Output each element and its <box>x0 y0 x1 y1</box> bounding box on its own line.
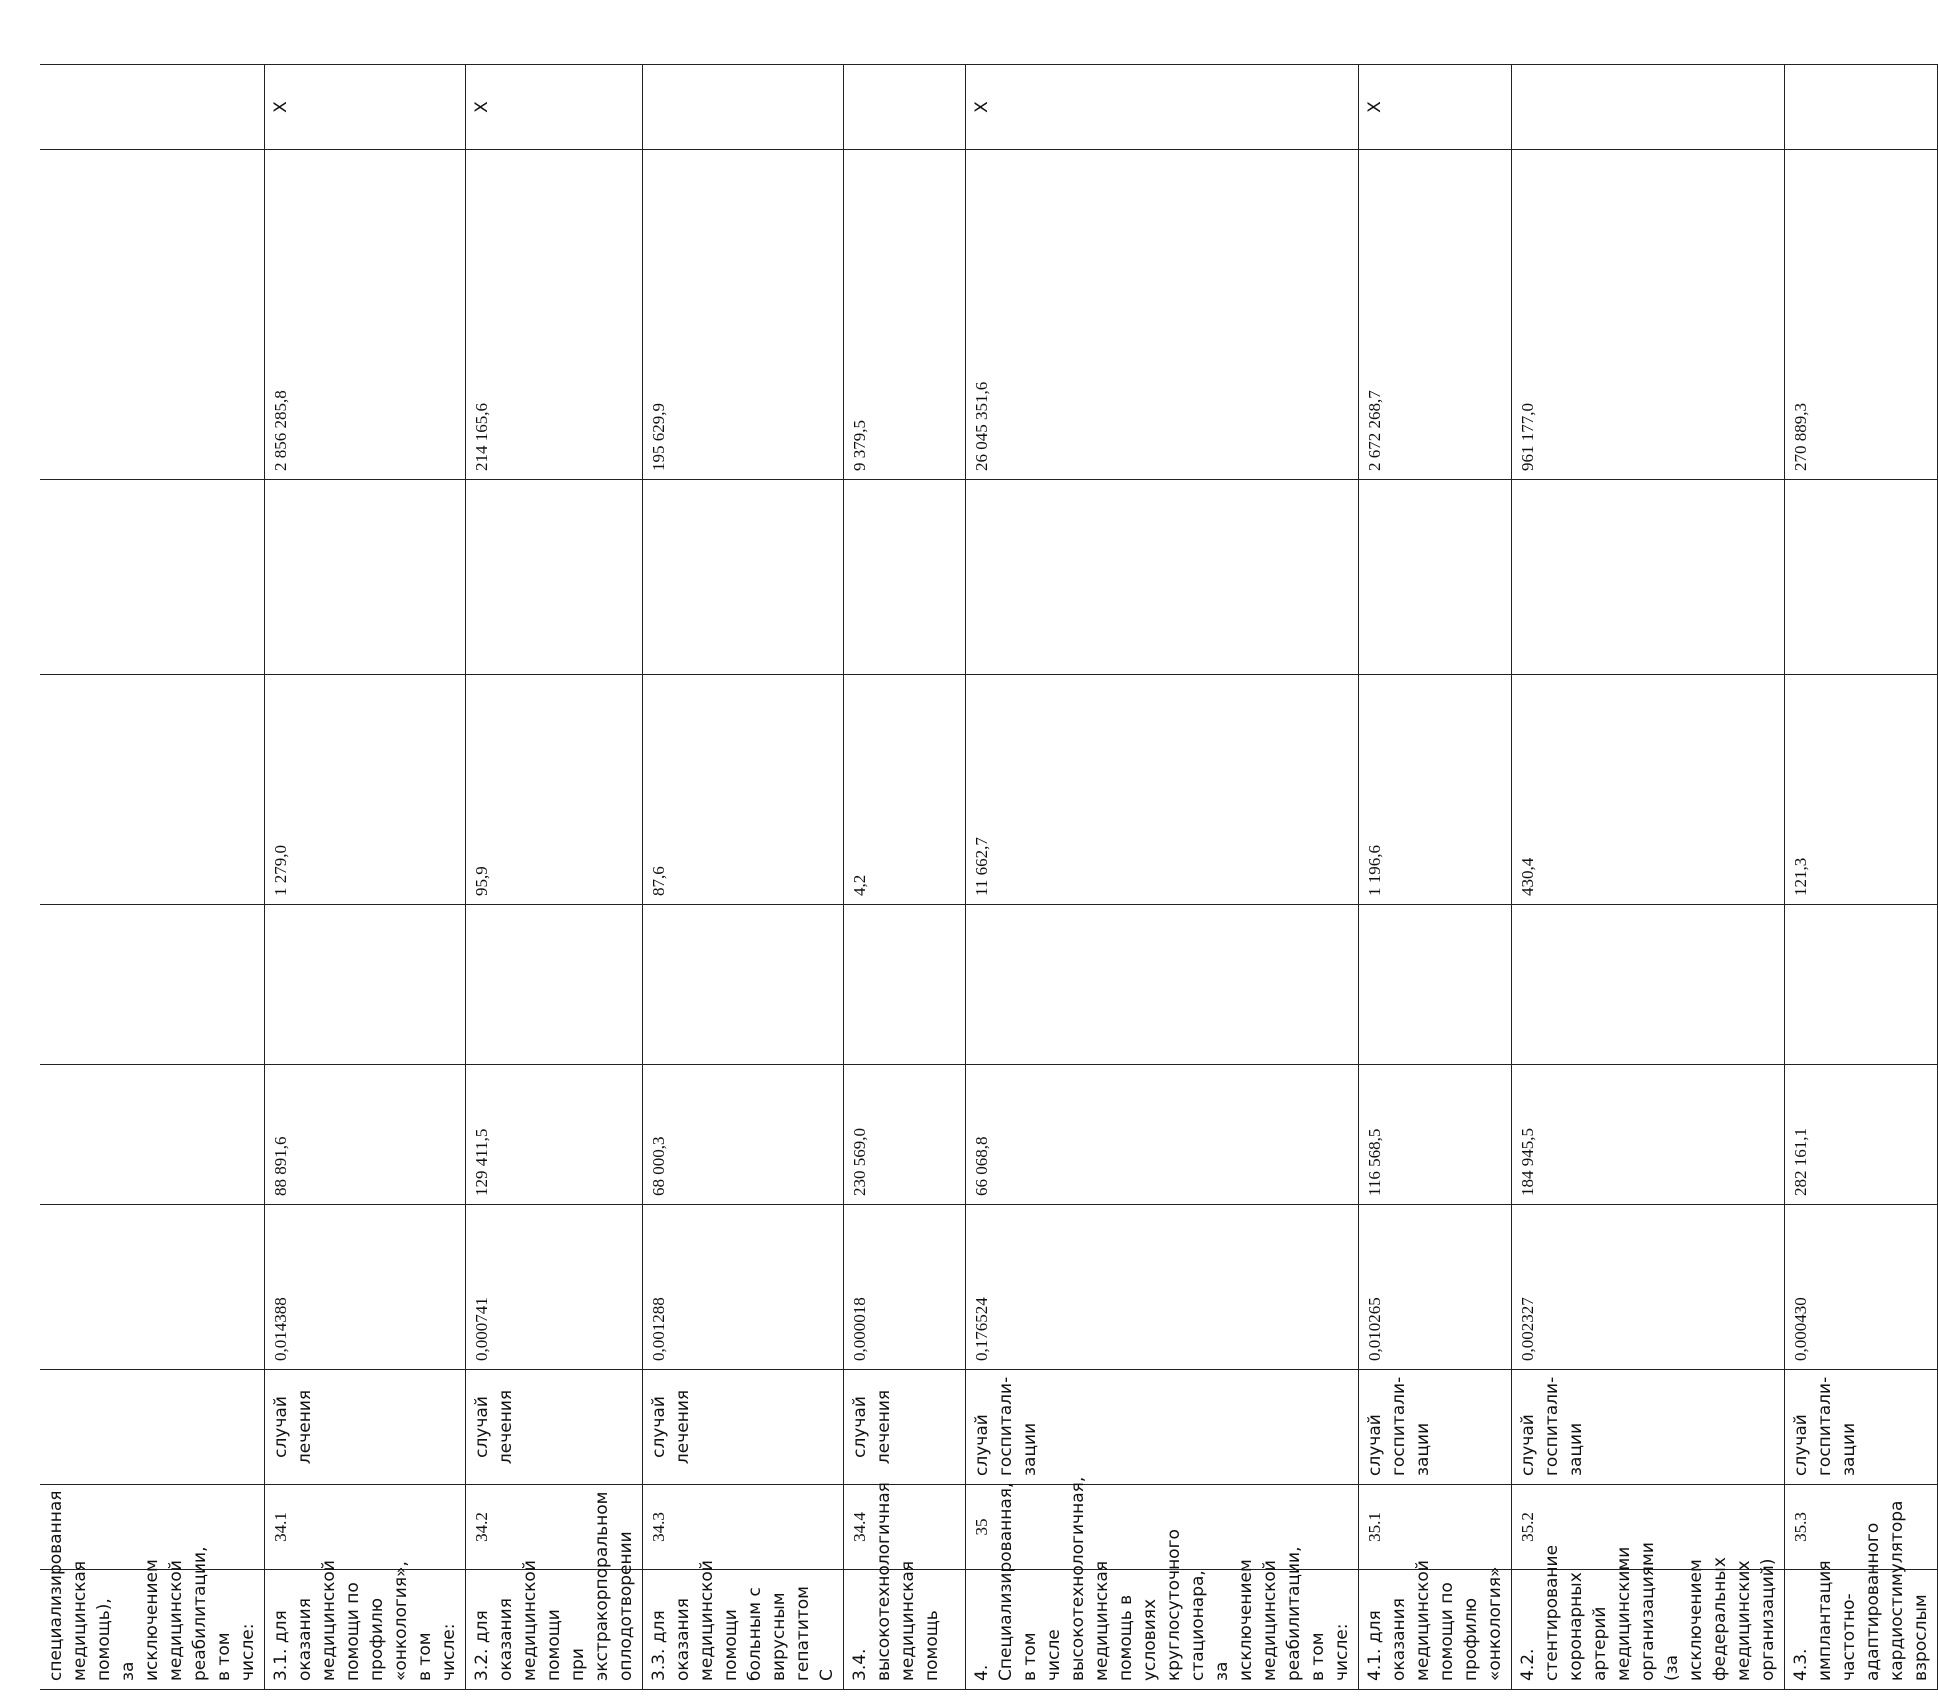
empty-cell <box>966 480 1359 675</box>
unit-cost-cell: 230 569,0 <box>844 1065 966 1205</box>
empty-cell <box>643 480 844 675</box>
x-mark-cell <box>844 65 966 150</box>
volume-norm-cell: 0,000430 <box>1785 1205 1938 1370</box>
volume-norm-cell: 0,001288 <box>643 1205 844 1370</box>
x-mark-cell <box>643 65 844 150</box>
service-name-cell: 4.3. имплантация частотно-адаптированного кардиостимулятора взрослым <box>1785 1570 1938 1690</box>
rotated-page <box>40 65 1931 1690</box>
x-mark-cell: Х <box>966 65 1359 150</box>
service-name-cell: 3.4. высокотехнологичная медицинская помощь <box>844 1570 966 1690</box>
unit-cost-cell: 184 945,5 <box>1512 1065 1785 1205</box>
unit-cost-cell: 68 000,3 <box>643 1065 844 1205</box>
total-cost-cell: 961 177,0 <box>1512 150 1785 480</box>
empty-cell <box>1512 905 1785 1065</box>
x-mark-cell: Х <box>466 65 643 150</box>
empty-cell <box>466 905 643 1065</box>
table-row <box>265 65 466 1690</box>
empty-cell <box>844 905 966 1065</box>
empty-cell <box>844 480 966 675</box>
table-row <box>1785 65 1938 1690</box>
row-number-cell: 34.4 <box>844 1485 966 1570</box>
row-number-cell: 35 <box>966 1485 1359 1570</box>
row-number-cell: 35.2 <box>1512 1485 1785 1570</box>
unit-cost-cell: 66 068,8 <box>966 1065 1359 1205</box>
service-name-cell: специализированная медицинская помощь), за исключением медицинской реабилитации, в том числе: <box>40 1570 265 1690</box>
empty-cell <box>1359 905 1512 1065</box>
empty-cell <box>40 905 265 1065</box>
empty-cell <box>265 480 466 675</box>
service-name-cell: 4. Специализированная, в том числе высокотехнологичная, медицинская помощь в условиях круглосуточного стационара, за исключением медицинской реабилитации, в том числе: <box>966 1570 1359 1690</box>
total-cost-cell: 26 045 351,6 <box>966 150 1359 480</box>
unit-cell: случай лечения <box>265 1370 466 1485</box>
row-number-cell <box>40 1485 265 1570</box>
volume-norm-cell <box>40 1205 265 1370</box>
row-number-cell: 34.2 <box>466 1485 643 1570</box>
total-cost-cell <box>40 150 265 480</box>
empty-cell <box>1512 480 1785 675</box>
row-number-cell: 35.1 <box>1359 1485 1512 1570</box>
total-cost-cell: 195 629,9 <box>643 150 844 480</box>
table-row <box>643 65 844 1690</box>
per-capita-cell: 87,6 <box>643 675 844 905</box>
per-capita-cell <box>40 675 265 905</box>
per-capita-cell: 4,2 <box>844 675 966 905</box>
x-mark-cell <box>1785 65 1938 150</box>
row-number-cell: 34.3 <box>643 1485 844 1570</box>
row-number-cell: 34.1 <box>265 1485 466 1570</box>
x-mark-cell: Х <box>265 65 466 150</box>
row-number-cell: 35.3 <box>1785 1485 1938 1570</box>
unit-cost-cell: 282 161,1 <box>1785 1065 1938 1205</box>
unit-cell: случай госпитали-зации <box>1512 1370 1785 1485</box>
total-cost-cell: 270 889,3 <box>1785 150 1938 480</box>
unit-cell: случай лечения <box>844 1370 966 1485</box>
unit-cost-cell <box>40 1065 265 1205</box>
total-cost-cell: 214 165,6 <box>466 150 643 480</box>
empty-cell <box>466 480 643 675</box>
empty-cell <box>1785 905 1938 1065</box>
service-name-cell: 4.2. стентирование коронарных артерий медицинскими организациями (за исключением федеральных медицинских организаций) <box>1512 1570 1785 1690</box>
service-name-cell: 4.1. для оказания медицинской помощи по профилю «онкология» <box>1359 1570 1512 1690</box>
empty-cell <box>643 905 844 1065</box>
unit-cost-cell: 116 568,5 <box>1359 1065 1512 1205</box>
unit-cell: случай госпитали-зации <box>1785 1370 1938 1485</box>
per-capita-cell: 1 279,0 <box>265 675 466 905</box>
x-mark-cell <box>1512 65 1785 150</box>
x-mark-cell: Х <box>1359 65 1512 150</box>
unit-cost-cell: 88 891,6 <box>265 1065 466 1205</box>
service-name-cell: 3.1. для оказания медицинской помощи по профилю «онкология», в том числе: <box>265 1570 466 1690</box>
empty-cell <box>1359 480 1512 675</box>
table-row <box>1512 65 1785 1690</box>
empty-cell <box>966 905 1359 1065</box>
volume-norm-cell: 0,000741 <box>466 1205 643 1370</box>
service-name-cell: 3.2. для оказания медицинской помощи при экстракорпоральном оплодотворении <box>466 1570 643 1690</box>
total-cost-cell: 2 672 268,7 <box>1359 150 1512 480</box>
volume-norm-cell: 0,176524 <box>966 1205 1359 1370</box>
volume-norm-cell: 0,010265 <box>1359 1205 1512 1370</box>
empty-cell <box>40 480 265 675</box>
unit-cell: случай лечения <box>466 1370 643 1485</box>
table-row <box>40 65 265 1690</box>
financing-table <box>40 64 1938 1690</box>
unit-cell: случай госпитали-зации <box>966 1370 1359 1485</box>
table-row <box>966 65 1359 1690</box>
per-capita-cell: 430,4 <box>1512 675 1785 905</box>
table-row <box>1359 65 1512 1690</box>
volume-norm-cell: 0,014388 <box>265 1205 466 1370</box>
unit-cell <box>40 1370 265 1485</box>
empty-cell <box>265 905 466 1065</box>
per-capita-cell: 1 196,6 <box>1359 675 1512 905</box>
per-capita-cell: 121,3 <box>1785 675 1938 905</box>
table-row <box>466 65 643 1690</box>
unit-cell: случай госпитали-зации <box>1359 1370 1512 1485</box>
unit-cost-cell: 129 411,5 <box>466 1065 643 1205</box>
empty-cell <box>1785 480 1938 675</box>
total-cost-cell: 2 856 285,8 <box>265 150 466 480</box>
x-mark-cell <box>40 65 265 150</box>
service-name-cell: 3.3. для оказания медицинской помощи больным с вирусным гепатитом С <box>643 1570 844 1690</box>
volume-norm-cell: 0,002327 <box>1512 1205 1785 1370</box>
table-body <box>40 65 1938 1690</box>
per-capita-cell: 95,9 <box>466 675 643 905</box>
volume-norm-cell: 0,000018 <box>844 1205 966 1370</box>
table-row <box>844 65 966 1690</box>
total-cost-cell: 9 379,5 <box>844 150 966 480</box>
per-capita-cell: 11 662,7 <box>966 675 1359 905</box>
unit-cell: случай лечения <box>643 1370 844 1485</box>
